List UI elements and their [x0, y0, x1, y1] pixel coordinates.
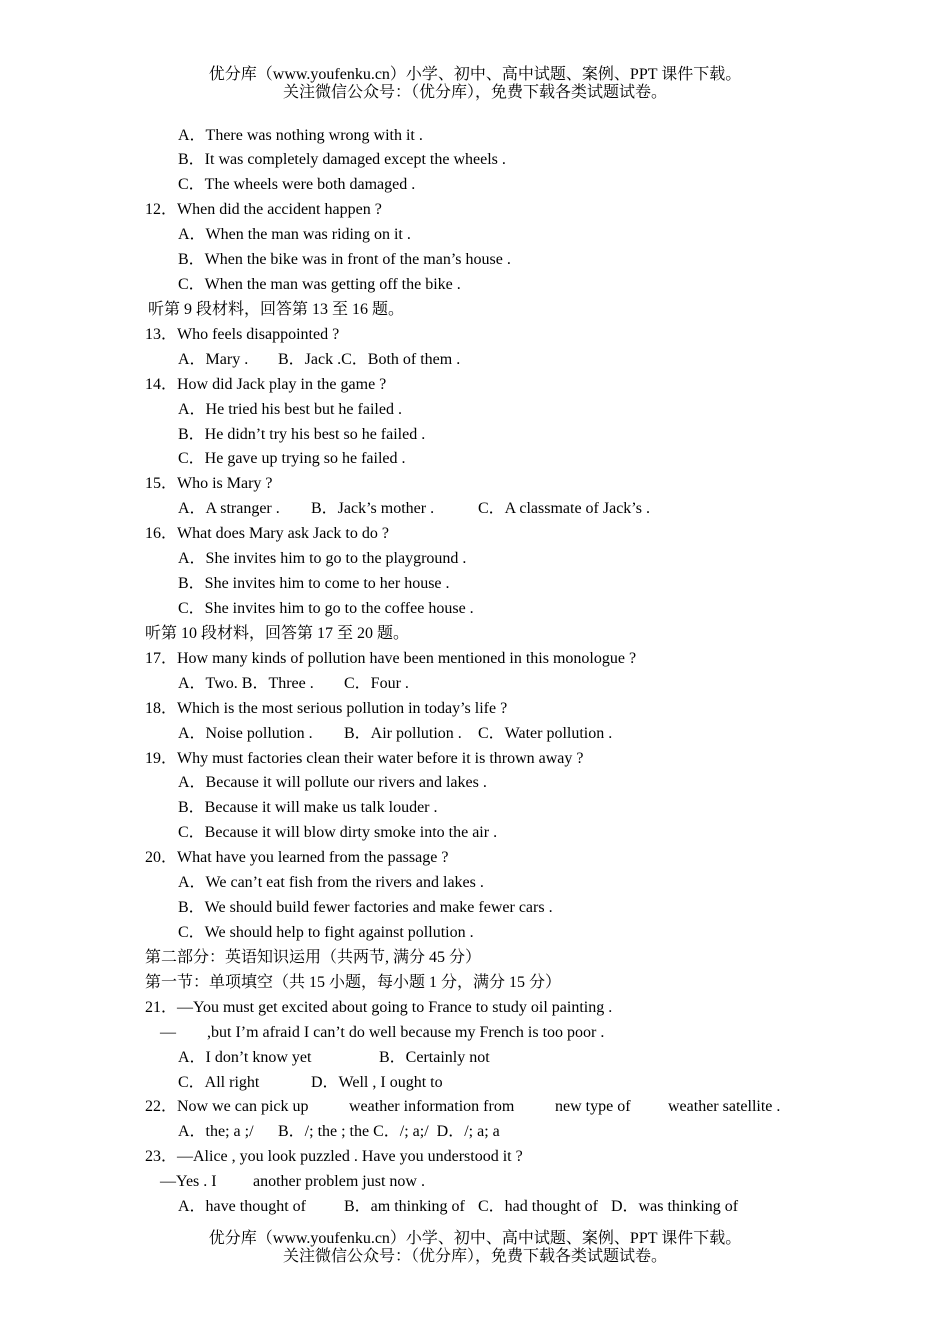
- option-a: A．Because it will pollute our rivers and lakes .: [178, 774, 487, 792]
- option-a: A．have thought of: [178, 1198, 306, 1216]
- option-b: B．When the bike was in front of the man’s house .: [178, 251, 511, 269]
- option-line: [0, 722, 950, 747]
- option-b: B．He didn’t try his best so he failed .: [178, 425, 426, 443]
- option-b: B．Jack’s mother .: [311, 500, 435, 518]
- option-group: [278, 348, 460, 373]
- question-13-stem: 13．Who feels disappointed ?: [145, 325, 340, 343]
- option-line: [0, 124, 950, 149]
- question-19-stem: 19．Why must factories clean their water before it is thrown away ?: [145, 749, 584, 767]
- option-line: [0, 1120, 950, 1145]
- option-a: A．There was nothing wrong with it .: [178, 126, 423, 144]
- page-footer: [0, 1230, 950, 1266]
- option-line: [0, 672, 950, 697]
- question-line: [0, 647, 950, 672]
- option-c: C．Four .: [344, 674, 409, 692]
- option-b: B．Air pollution .: [344, 724, 462, 742]
- option-b: B．She invites him to come to her house .: [178, 575, 450, 593]
- option-a: A．Two.: [178, 674, 238, 692]
- option-line: [0, 348, 950, 373]
- option-c: C．/; a;/: [373, 1123, 429, 1141]
- option-b: B．Because it will make us talk louder .: [178, 799, 438, 817]
- option-c: C．We should help to fight against pollution .: [178, 924, 474, 941]
- option-group: [178, 672, 314, 697]
- question-line: [0, 373, 950, 398]
- option-d: D．/; a; a: [436, 1123, 500, 1141]
- option-line: [0, 921, 950, 946]
- section-heading: [0, 971, 950, 996]
- option-line: [0, 423, 950, 448]
- option-line: [0, 248, 950, 273]
- question-line: [0, 747, 950, 772]
- question-line: [0, 522, 950, 547]
- question-22-stem-part: weather information from: [349, 1098, 515, 1116]
- option-line: [0, 447, 950, 472]
- question-line: [0, 846, 950, 871]
- question-22-stem-part: new type of: [555, 1098, 631, 1116]
- question-21-stem: 21．—You must get excited about going to France to study oil painting .: [145, 998, 613, 1016]
- option-b: B．We should build fewer factories and make fewer cars .: [178, 899, 553, 917]
- option-c: C．Because it will blow dirty smoke into the air .: [178, 824, 498, 842]
- option-b: B．It was completely damaged except the wheels .: [178, 151, 506, 169]
- question-15-stem: 15．Who is Mary ?: [145, 475, 273, 493]
- option-line: [0, 273, 950, 298]
- option-c: C．All right: [178, 1073, 260, 1091]
- question-23-stem: 23．—Alice , you look puzzled . Have you understood it ?: [145, 1148, 523, 1166]
- question-17-stem: 17．How many kinds of pollution have been mentioned in this monologue ?: [145, 649, 637, 667]
- option-line: [0, 497, 950, 522]
- option-line: [0, 148, 950, 173]
- section-instruction: [0, 298, 950, 323]
- option-line: [0, 223, 950, 248]
- option-group: [278, 1120, 500, 1145]
- reply-text: ,but I’m afraid I can’t do well because my French is too poor .: [207, 1023, 605, 1041]
- option-c: C．Both of them .: [341, 350, 461, 368]
- question-14-stem: 14．How did Jack play in the game ?: [145, 375, 387, 393]
- page-header: [0, 66, 950, 102]
- option-line: [0, 173, 950, 198]
- option-line: [0, 572, 950, 597]
- option-a: A．She invites him to go to the playground .: [178, 550, 467, 568]
- section-9-instruction: 听第 9 段材料，回答第 13 至 16 题。: [148, 300, 405, 318]
- question-line: [0, 1095, 950, 1120]
- option-line: [0, 398, 950, 423]
- question-line: [0, 1145, 950, 1170]
- option-c: C．A classmate of Jack’s .: [478, 500, 650, 518]
- option-c: C．had thought of: [478, 1198, 598, 1216]
- option-line: [0, 821, 950, 846]
- question-line: [0, 472, 950, 497]
- question-16-stem: 16．What does Mary ask Jack to do ?: [145, 525, 389, 543]
- question-line: [0, 996, 950, 1021]
- option-line: [0, 896, 950, 921]
- part-heading: [0, 946, 950, 971]
- option-line: [0, 771, 950, 796]
- header-line-2: 关注微信公众号：（优分库），免费下载各类试题试卷。: [282, 84, 667, 101]
- dialogue-reply-line: [0, 1170, 950, 1195]
- option-a: A．Noise pollution .: [178, 724, 313, 742]
- footer-line-2: 关注微信公众号：（优分库），免费下载各类试题试卷。: [282, 1248, 667, 1265]
- reply-dash: —: [160, 1023, 176, 1041]
- option-line: [0, 1046, 950, 1071]
- option-a: A．When the man was riding on it .: [178, 226, 411, 244]
- option-d: D．Well , I ought to: [311, 1073, 443, 1091]
- question-12-stem: 12．When did the accident happen ?: [145, 201, 382, 219]
- option-a: A．He tried his best but he failed .: [178, 400, 402, 418]
- option-b: B．Certainly not: [379, 1048, 490, 1066]
- footer-line-1: 优分库（www.youfenku.cn）小学、初中、高中试题、案例、PPT 课件下载。: [208, 1230, 742, 1247]
- option-c: C．The wheels were both damaged .: [178, 176, 416, 194]
- question-line: [0, 697, 950, 722]
- option-b: B．Jack .: [278, 350, 342, 368]
- option-d: D．was thinking of: [611, 1198, 739, 1216]
- exam-content: [0, 124, 950, 1221]
- option-c: C．When the man was getting off the bike .: [178, 276, 461, 294]
- question-22-stem-part: 22．Now we can pick up: [145, 1098, 309, 1116]
- question-18-stem: 18．Which is the most serious pollution in today’s life ?: [145, 699, 508, 717]
- section-1-title: 第一节：单项填空（共 15 小题，每小题 1 分，满分 15 分）: [145, 973, 562, 991]
- section-instruction: [0, 622, 950, 647]
- question-line: [0, 198, 950, 223]
- option-a: A．Mary .: [178, 350, 249, 368]
- part-2-title: 第二部分：英语知识运用（共两节, 满分 45 分）: [145, 948, 482, 966]
- section-10-instruction: 听第 10 段材料，回答第 17 至 20 题。: [145, 624, 410, 642]
- option-b: B．/; the ; the: [278, 1123, 370, 1141]
- option-line: [0, 871, 950, 896]
- question-20-stem: 20．What have you learned from the passage ?: [145, 849, 449, 867]
- question-line: [0, 323, 950, 348]
- option-c: C．She invites him to go to the coffee house .: [178, 600, 474, 618]
- option-a: A．A stranger .: [178, 500, 280, 518]
- option-a: A．I don’t know yet: [178, 1048, 312, 1066]
- option-line: [0, 597, 950, 622]
- option-line: [0, 1195, 950, 1220]
- option-line: [0, 1071, 950, 1096]
- reply-text: another problem just now .: [253, 1173, 425, 1191]
- option-line: [0, 547, 950, 572]
- header-line-1: 优分库（www.youfenku.cn）小学、初中、高中试题、案例、PPT 课件下载。: [208, 66, 742, 83]
- option-b: B．Three .: [241, 674, 314, 692]
- option-line: [0, 796, 950, 821]
- reply-text: —Yes . I: [160, 1173, 217, 1191]
- option-b: B．am thinking of: [344, 1198, 465, 1216]
- dialogue-reply-line: [0, 1021, 950, 1046]
- question-22-stem-part: weather satellite .: [668, 1098, 781, 1116]
- option-a: A．We can’t eat fish from the rivers and lakes .: [178, 874, 484, 892]
- option-a: A．the; a ;/: [178, 1123, 254, 1141]
- option-c: C．He gave up trying so he failed .: [178, 450, 406, 468]
- option-c: C．Water pollution .: [478, 724, 613, 742]
